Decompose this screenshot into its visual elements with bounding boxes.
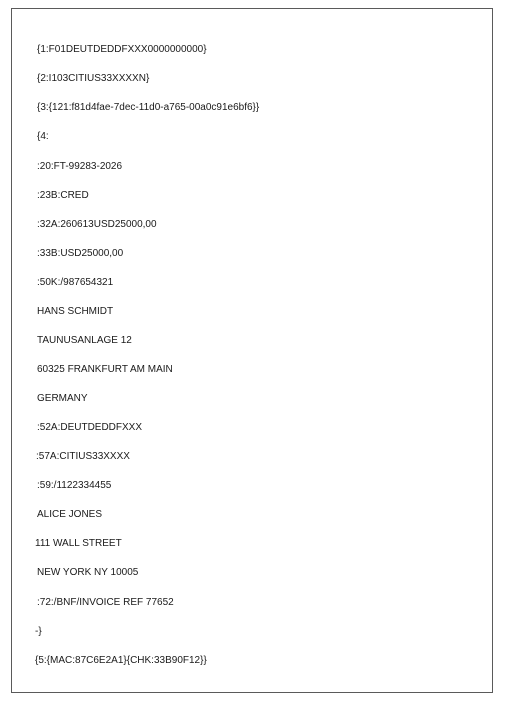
ordering-customer-street: TAUNUSANLAGE 12 (37, 335, 132, 346)
block-3-user-header: {3:{121:f81d4fae-7dec-11d0-a765-00a0c91e6bf6}} (37, 102, 260, 113)
field-33b-instructed-amount: :33B:USD25000,00 (37, 248, 124, 259)
field-32a-value-date-amount: :32A:260613USD25000,00 (37, 219, 157, 230)
ordering-customer-city: 60325 FRANKFURT AM MAIN (37, 364, 173, 375)
beneficiary-name: ALICE JONES (37, 509, 103, 520)
document-page (11, 8, 493, 693)
block-2-application-header: {2:I103CITIUS33XXXXN} (37, 73, 150, 84)
ordering-customer-country: GERMANY (37, 393, 88, 404)
field-57a-account-with-institution: :57A:CITIUS33XXXX (36, 451, 130, 462)
field-72-sender-to-receiver-info: :72:/BNF/INVOICE REF 77652 (37, 597, 174, 608)
field-23b-bank-operation-code: :23B:CRED (37, 190, 89, 201)
field-52a-ordering-institution: :52A:DEUTDEDDFXXX (37, 422, 143, 433)
beneficiary-street: 111 WALL STREET (35, 538, 122, 549)
block-4-close: -} (35, 626, 42, 637)
block-4-open: {4: (37, 131, 49, 142)
field-50k-ordering-customer: :50K:/987654321 (37, 277, 114, 288)
field-20-reference: :20:FT-99283-2026 (37, 161, 123, 172)
beneficiary-city: NEW YORK NY 10005 (37, 567, 139, 578)
block-5-trailer: {5:{MAC:87C6E2A1}{CHK:33B90F12}} (35, 655, 207, 666)
ordering-customer-name: HANS SCHMIDT (37, 306, 114, 317)
field-59-beneficiary: :59:/1122334455 (37, 480, 112, 491)
block-1-basic-header: {1:F01DEUTDEDDFXXX0000000000} (37, 44, 207, 55)
